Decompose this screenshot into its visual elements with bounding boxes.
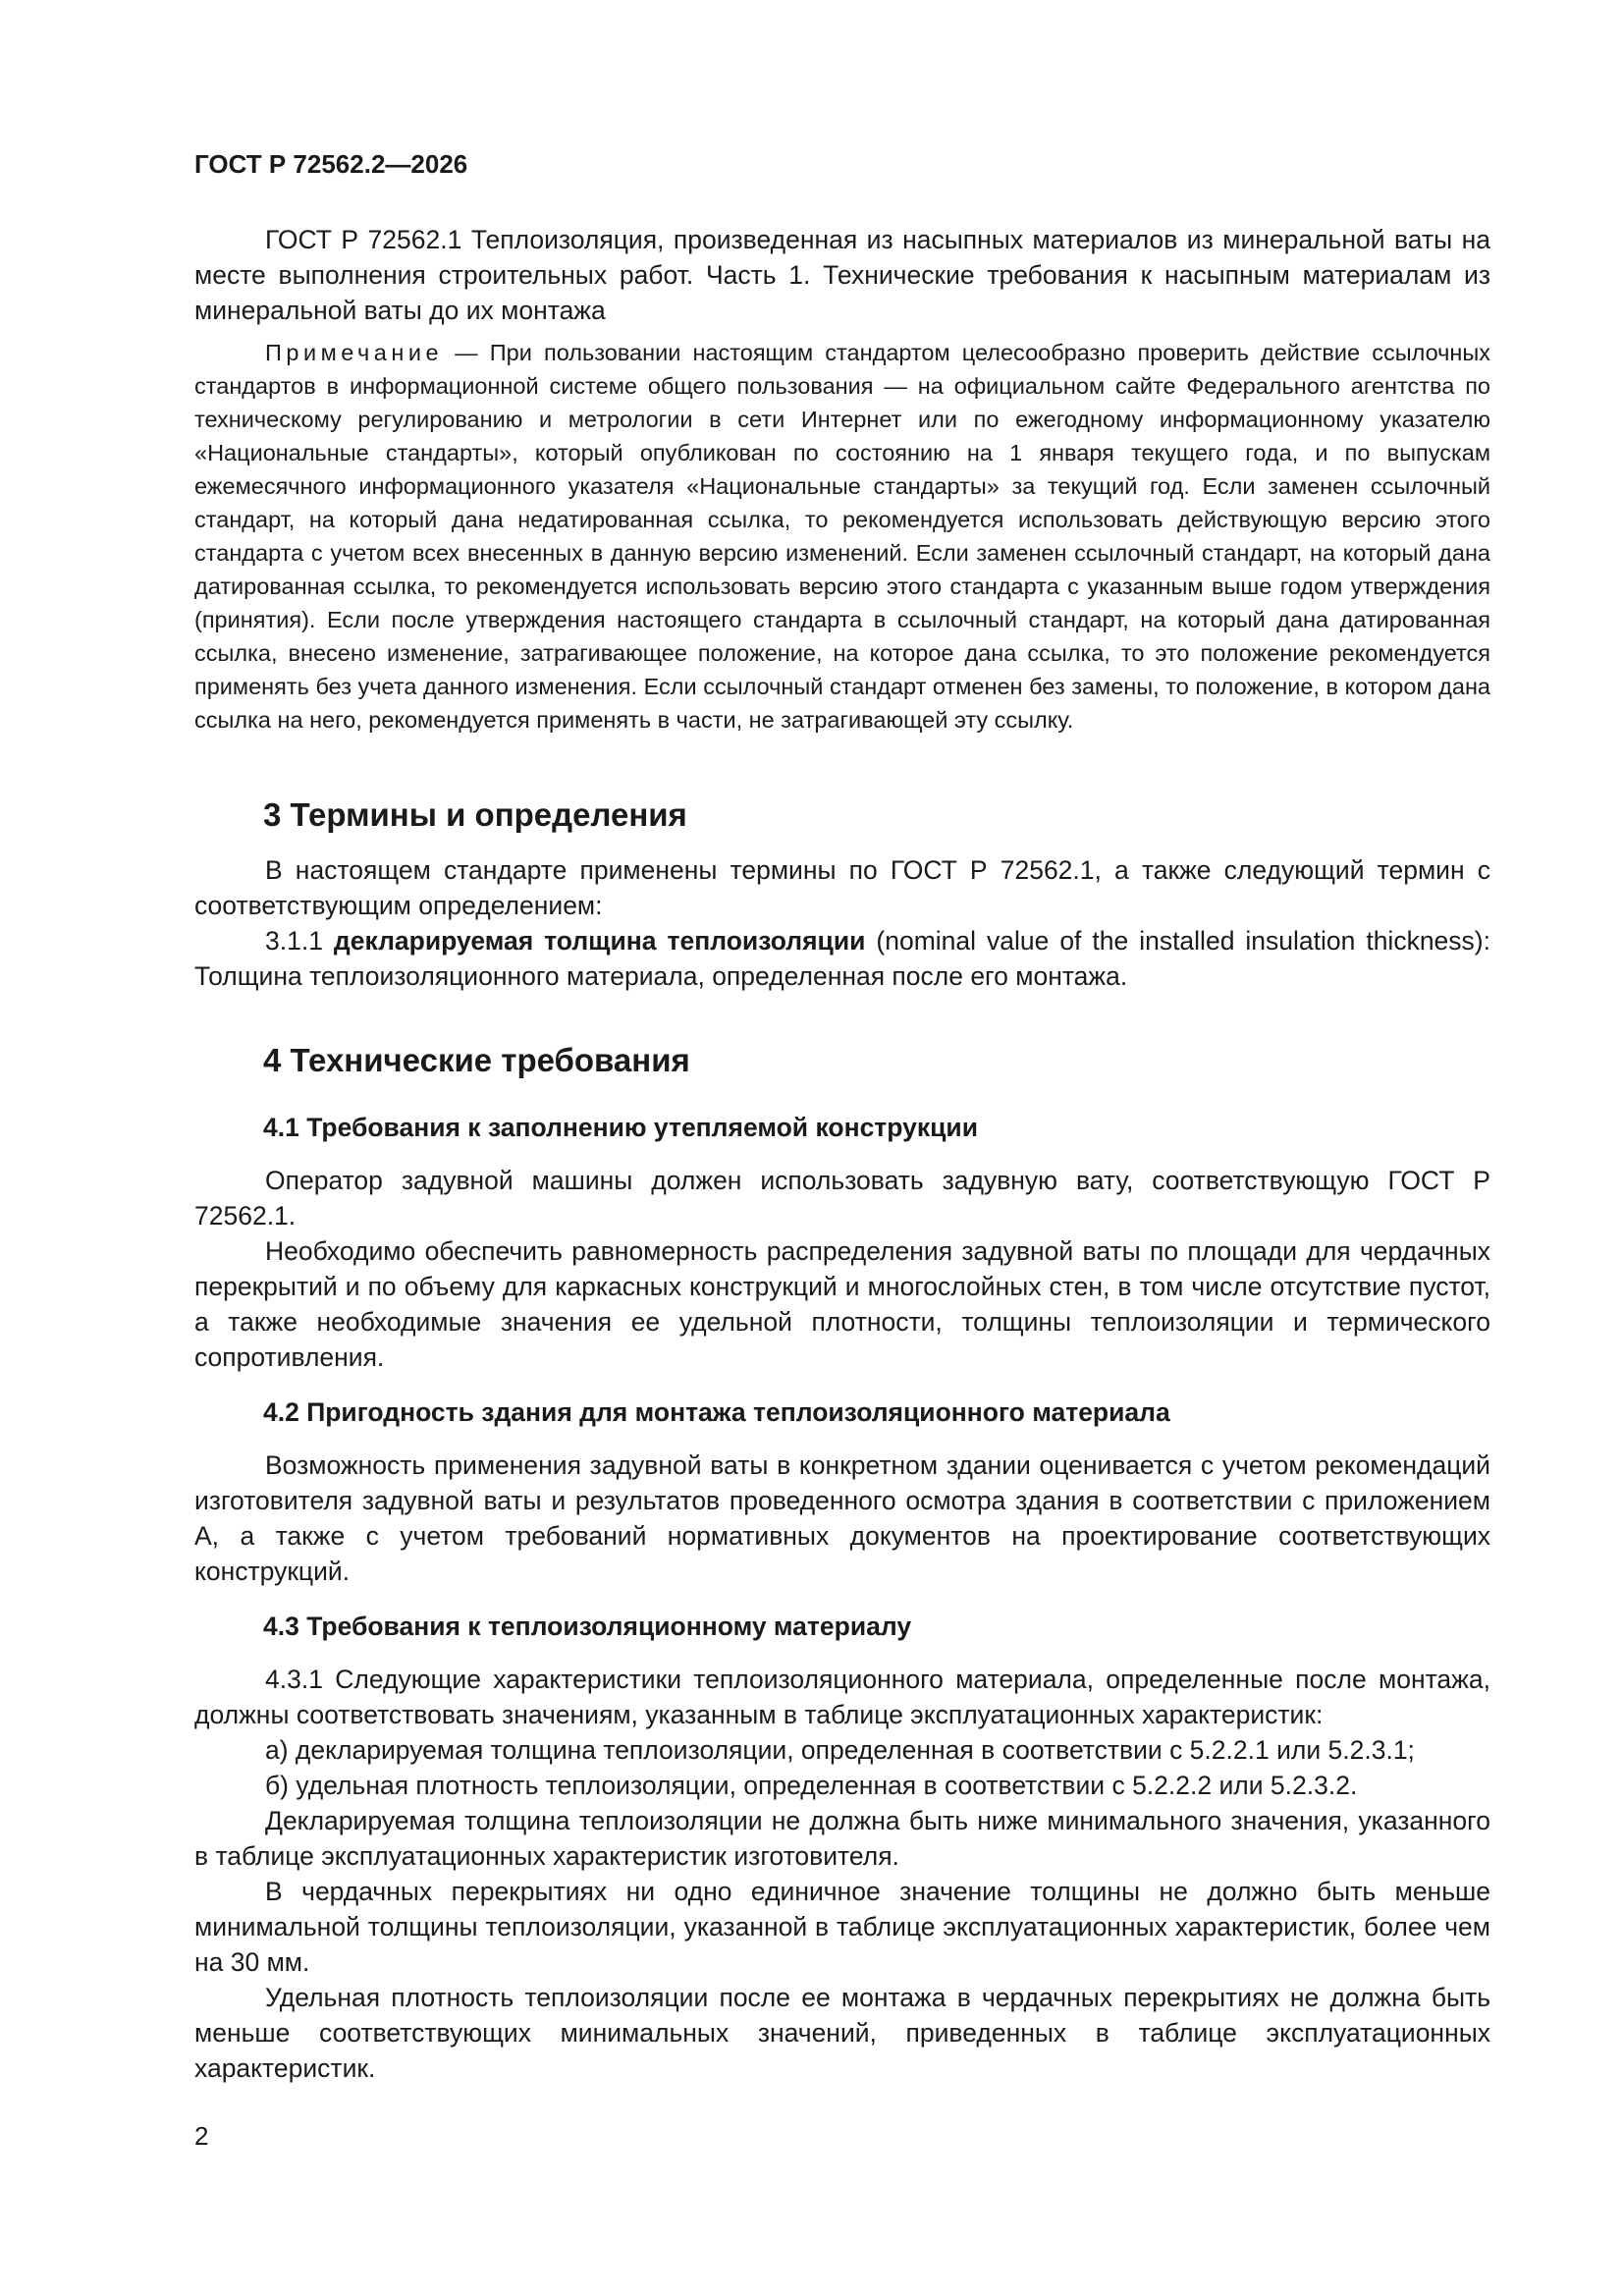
term-number: 3.1.1 <box>265 926 334 956</box>
note-paragraph <box>194 336 1490 737</box>
section-4-1-p2: Необходимо обеспечить равномерность распределения задувной ваты по площади для чердачных перекрытий и по объему для каркасных конструкций и многослойных стен, в том числе отсутствие пустот, а также необходимые значения ее удельной плотности, толщины теплоизоляции и термического сопротивления. <box>194 1236 1490 1372</box>
document-header: ГОСТ Р 72562.2—2026 <box>194 149 468 179</box>
section-4-3-p2: Декларируемая толщина теплоизоляции не должна быть ниже минимального значения, указанного в таблице эксплуатационных характеристик изготовителя. <box>194 1806 1490 1871</box>
section-3-intro: В настоящем стандарте применены термины по ГОСТ Р 72562.1, а также следующий термин с соответствующим определением: <box>194 855 1490 920</box>
section-4-title: 4 Технические требования <box>263 1042 690 1078</box>
term-definition <box>194 923 1490 994</box>
note-text: — При пользовании настоящим стандартом целесообразно проверить действие ссылочных стандартов в информационной системе общего пользования — на официальном сайте Федерального агентства по техническому регулированию и метрологии в сети Интернет или по ежегодному информационному указателю «Национальные стандарты», который опубликован по состоянию на 1 января текущего года, и по выпускам ежемесячного информационного указателя «Национальные стандарты» за текущий год. Если заменен ссылочный стандарт, на который дана недатированная ссылка, то рекомендуется использовать действующую версию этого стандарта с учетом всех внесенных в данную версию изменений. Если заменен ссылочный стандарт, на который дана датированная ссылка, то рекомендуется использовать версию этого стандарта с указанным выше годом утверждения (принятия). Если после утверждения настоящего стандарта в ссылочный стандарт, на который дана датированная ссылка, внесено изменение, затрагивающее положение, на которое дана ссылка, то это положение рекомендуется применять без учета данного изменения. Если ссылочный стандарт отменен без замены, то положение, в котором дана ссылка на него, рекомендуется применять в части, не затрагивающей эту ссылку. <box>194 340 1490 733</box>
section-4-1-p1: Оператор задувной машины должен использовать задувную вату, соответствующую ГОСТ Р 72562.1. <box>194 1166 1490 1230</box>
term-rest: (nominal value of the installed insulation thickness): Толщина теплоизоляционного материала, определенная после его монтажа. <box>194 926 1490 991</box>
section-4-3-p1: 4.3.1 Следующие характеристики теплоизоляционного материала, определенные после монтажа, должны соответствовать значениям, указанным в таблице эксплуатационных характеристик: <box>194 1665 1490 1729</box>
section-4-2-p1: Возможность применения задувной ваты в конкретном здании оценивается с учетом рекомендаций изготовителя задувной ваты и результатов проведенного осмотра здания в соответствии с приложением А, а также с учетом требований нормативных документов на проектирование соответствующих конструкций. <box>194 1450 1490 1586</box>
page-number: 2 <box>194 2121 209 2151</box>
section-4-3-p3: В чердачных перекрытиях ни одно единичное значение толщины не должно быть меньше минимальной толщины теплоизоляции, указанной в таблице эксплуатационных характеристик, более чем на 30 мм. <box>194 1877 1490 1977</box>
section-4-3-p4: Удельная плотность теплоизоляции после ее монтажа в чердачных перекрытиях не должна быть меньше соответствующих минимальных значений, приведенных в таблице эксплуатационных характеристик. <box>194 1983 1490 2083</box>
section-3-title: 3 Термины и определения <box>263 796 687 833</box>
term-name: декларируемая толщина теплоизоляции <box>333 926 866 956</box>
note-label: Примечание <box>265 340 444 365</box>
section-4-3-title: 4.3 Требования к теплоизоляционному материалу <box>263 1612 912 1641</box>
list-item-b: б) удельная плотность теплоизоляции, определенная в соответствии с 5.2.2.2 или 5.2.3.2. <box>265 1771 1358 1800</box>
section-4-2-title: 4.2 Пригодность здания для монтажа теплоизоляционного материала <box>263 1397 1170 1427</box>
section-4-1-title: 4.1 Требования к заполнению утепляемой конструкции <box>263 1113 978 1142</box>
list-item-a: а) декларируемая толщина теплоизоляции, определенная в соответствии с 5.2.2.1 или 5.2.3.1; <box>265 1735 1415 1765</box>
reference-entry: ГОСТ Р 72562.1 Теплоизоляция, произведенная из насыпных материалов из минеральной ваты на месте выполнения строительных работ. Часть 1. Технические требования к насыпным материалам из минеральной ваты до их монтажа <box>194 225 1490 325</box>
document-content <box>194 222 1490 2086</box>
